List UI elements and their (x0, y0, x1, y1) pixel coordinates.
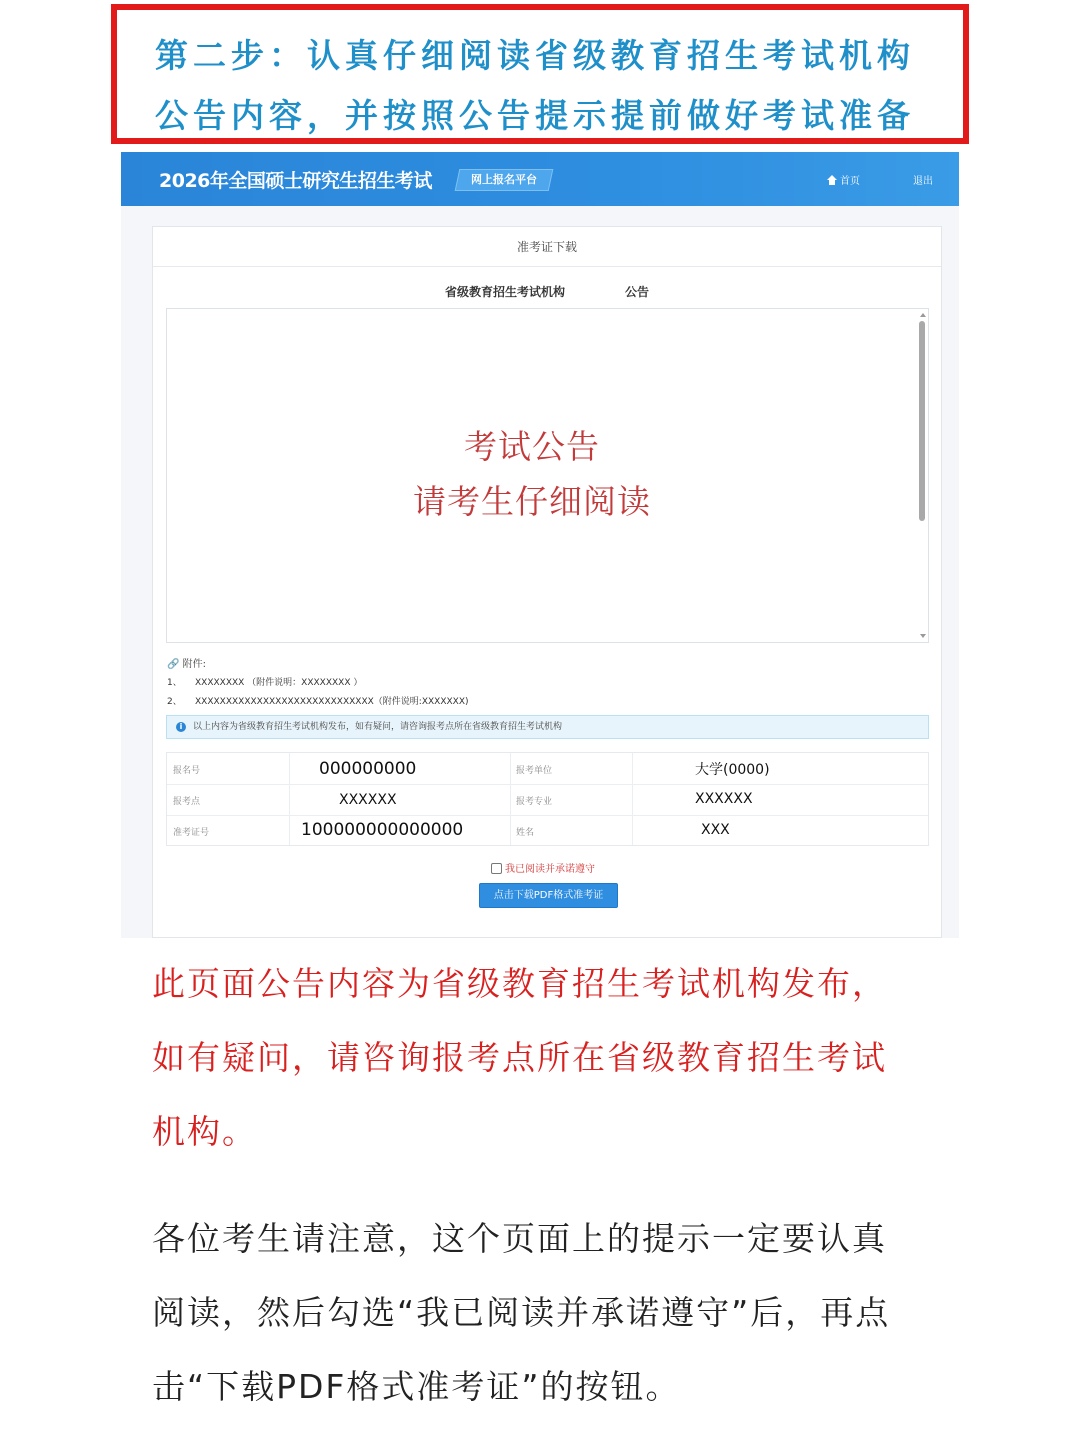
red-note-line-3: 机构。 (152, 1112, 257, 1151)
notice-org: 省级教育招生考试机构 (445, 285, 566, 299)
paperclip-icon: 🔗 (167, 659, 180, 670)
reg-no-label: 报名号 (173, 766, 201, 776)
table-divider (289, 753, 290, 845)
red-note-line-1: 此页面公告内容为省级教育招生考试机构发布， (152, 964, 887, 1003)
site-value: XXXXXX (339, 792, 397, 808)
notice-text-1: 考试公告 (464, 427, 600, 466)
attachment-link[interactable]: XXXXXXXXXXXXXXXXXXXXXXXXXXXXX（附件说明:XXXXXXX) (195, 697, 469, 707)
attachment-item[interactable] (167, 694, 469, 707)
site-title: 2026年全国硕士研究生招生考试 (159, 170, 432, 192)
agree-checkbox-row[interactable] (491, 860, 595, 875)
attachment-number: 1、 (167, 678, 182, 688)
scroll-down-icon[interactable] (920, 634, 926, 638)
notice-text-2: 请考生仔细阅读 (413, 482, 651, 521)
attachments-label (167, 655, 206, 670)
download-pdf-button[interactable]: 点击下载PDF格式准考证 (479, 883, 618, 908)
attachment-link[interactable]: XXXXXXXX （附件说明：XXXXXXXX ） (195, 678, 363, 688)
attachments-label-text: 附件: (182, 659, 207, 670)
step-heading-box (111, 4, 969, 144)
ticket-download-card (152, 226, 942, 938)
agree-checkbox[interactable] (491, 863, 502, 874)
table-divider (632, 753, 633, 845)
ticket-label: 准考证号 (173, 828, 210, 838)
ticket-value: 100000000000000 (301, 820, 464, 840)
info-alert-text: 以上内容为省级教育招生考试机构发布，如有疑问，请咨询报考点所在省级教育招生考试机构 (193, 722, 563, 732)
name-value: XXX (701, 822, 730, 838)
name-label: 姓名 (516, 828, 535, 838)
platform-tag (455, 169, 554, 191)
unit-label: 报考单位 (516, 766, 553, 776)
table-divider (167, 815, 928, 816)
unit-value: 大学(0000) (695, 762, 770, 778)
site-label: 报考点 (173, 797, 201, 807)
instruction-line-3: 击“下载PDF格式准考证”的按钮。 (152, 1367, 681, 1406)
agree-label: 我已阅读并承诺遵守 (505, 864, 595, 875)
table-divider (167, 784, 928, 785)
instruction-line-2: 阅读，然后勾选“我已阅读并承诺遵守”后，再点 (152, 1293, 891, 1332)
attachment-number: 2、 (167, 697, 182, 707)
card-title: 准考证下载 (153, 227, 941, 267)
portal-screenshot (121, 152, 959, 938)
nav-home-link[interactable] (827, 172, 860, 187)
attachment-item[interactable] (167, 675, 362, 688)
top-navbar (121, 152, 959, 206)
step-heading-line-1: 第二步：认真仔细阅读省级教育招生考试机构 (155, 36, 915, 75)
scroll-thumb[interactable] (919, 321, 925, 521)
notice-content-frame[interactable] (166, 308, 929, 643)
scroll-up-icon[interactable] (920, 313, 926, 317)
table-divider (510, 753, 511, 845)
notice-scrollbar[interactable] (919, 313, 926, 638)
home-icon (827, 175, 837, 185)
candidate-info-table (166, 752, 929, 846)
step-heading-line-2: 公告内容，并按照公告提示提前做好考试准备 (155, 96, 915, 135)
instruction-line-1: 各位考生请注意，这个页面上的提示一定要认真 (152, 1219, 887, 1258)
nav-home-label: 首页 (840, 176, 860, 187)
info-alert (166, 715, 929, 739)
platform-tag-label: 网上报名平台 (471, 173, 537, 186)
reg-no-value: 000000000 (319, 759, 417, 779)
major-label: 报考专业 (516, 797, 553, 807)
nav-logout-link[interactable]: 退出 (913, 176, 933, 187)
notice-suffix: 公告 (625, 285, 650, 299)
red-note-line-2: 如有疑问，请咨询报考点所在省级教育招生考试 (152, 1038, 887, 1077)
major-value: XXXXXX (695, 791, 753, 807)
info-icon: i (176, 722, 186, 732)
